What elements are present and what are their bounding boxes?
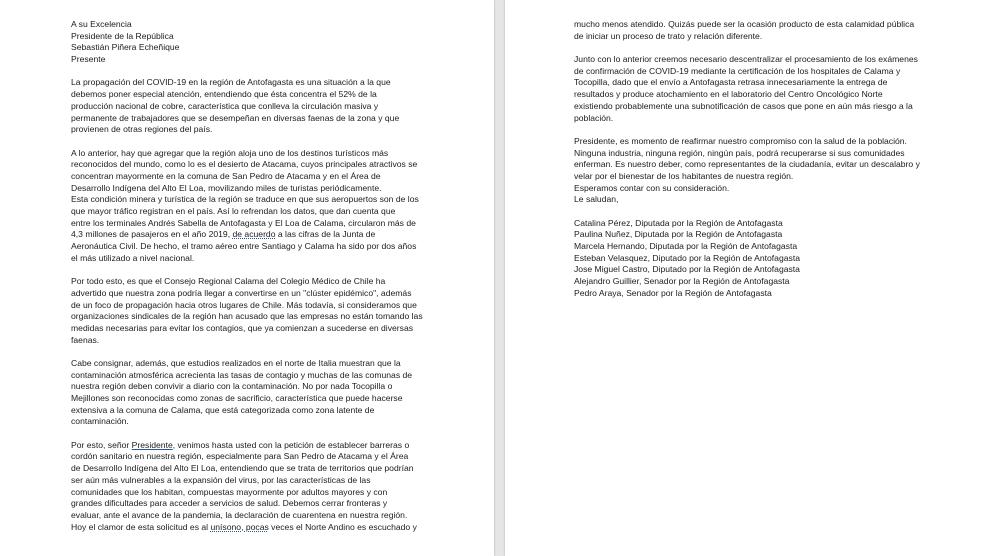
text-line: Aeronáutica Civil. De hecho, el tramo aéreo entre Santiago y Calama ha sido por dos años [71, 241, 417, 252]
text-line: de Desarrollo Indígena del Alto El Loa, entendiendo que se trata de territorios que podrían [71, 463, 414, 474]
text-line-with-grammar-mark: 4,3 millones de pasajeros en el año 2019, de acuerdo a las cifras de la Junta de [71, 229, 376, 240]
proofing-mark: unísono, pocas [210, 521, 269, 532]
text-line: Por todo esto, es que el Consejo Regional Calama del Colegio Médico de Chile ha [71, 276, 386, 287]
text-line: contaminación atmosférica acrecienta las tasas de contagio y muchas de las comunas de [71, 369, 413, 380]
signatory-line: Catalina Pérez, Diputada por la Región de Antofagasta [574, 217, 783, 228]
text-line: permanente de trabajadores que se desempeñan en diversas faenas de la zona y que [71, 112, 400, 123]
proofing-mark: de acuerdo [232, 229, 276, 240]
text-line: A lo anterior, hay que agregar que la región aloja uno de los destinos turísticos más [71, 147, 389, 158]
page-2-text-body[interactable] [574, 19, 940, 300]
text-line: Presidente, es momento de reafirmar nuestro compromiso con la salud de la población. [574, 135, 907, 146]
text-line: producción nacional de cobre, característica que conlleva la circulación masiva y [71, 100, 379, 111]
salutation-line: Sebastián Piñera Echeñique [71, 42, 180, 53]
text-line: Cabe consignar, además, que estudios realizados en el norte de Italia muestran que la [71, 357, 401, 368]
text-line: contaminación. [71, 416, 129, 427]
salutation-line: Presidente de la República [71, 30, 174, 41]
salutation-line: Presente [71, 54, 106, 65]
text-line: faenas. [71, 334, 100, 345]
text-line: concentran mayormente en la comuna de San Pedro de Atacama y en el Área de [71, 170, 381, 181]
signatory-line: Esteban Velasquez, Diputado por la Región de Antofagasta [574, 252, 800, 263]
text-line: Junto con lo anterior creemos necesario descentralizar el procesamiento de los exámenes [574, 54, 918, 65]
text-line: de confirmación de COVID-19 mediante la certificación de los hospitales de Calama y [574, 65, 901, 76]
salutation-line: A su Excelencia [71, 19, 132, 29]
signatory-line: Marcela Hernando, Diputada por la Región de Antofagasta [574, 241, 798, 252]
paragraph-continuation [574, 19, 940, 42]
salutation-block [71, 19, 433, 66]
text-line: que mayor tráfico registran en el país. Así lo refrendan los datos, que dan cuenta que [71, 206, 396, 216]
text-line: entre los terminales Andrés Sabella de Antofagasta y El Loa de Calama, circularon más de [71, 217, 416, 228]
paragraph-contamination [71, 358, 433, 428]
signatory-line: Alejandro Guillier, Senador por la Región de Antofagasta [574, 276, 790, 287]
text-line: de un foco de propagación hacia otros lugares de Chile. Más todavía, si consideramos que [71, 299, 417, 310]
text-line: nuestra región deben convivir a diario con la contaminación. No por nada Tocopilla o [71, 381, 393, 392]
page-1-text-body[interactable] [71, 19, 433, 533]
text-line: organizaciones sindicales de la región han acusado que las empresas no están tomando las [71, 311, 423, 322]
text-line: velar por el bienestar de los habitantes de nuestra región. [574, 170, 794, 181]
text-line: ser aún más vulnerables a la expansión del virus, por las características de las [71, 474, 371, 485]
text-line: mucho menos atendido. Quizás puede ser la ocasión producto de esta calamidad pública [574, 19, 915, 29]
text-line-with-grammar-mark: Por esto, señor Presidente, venimos hasta usted con la petición de establecer barreras o [71, 439, 410, 450]
text-line: Esta condición minera y turística de la región se traduce en que sus aeropuertos son de los [71, 194, 419, 205]
text-line: Ninguna industria, ninguna región, ningún país, podrá recuperarse si sus comunidades [574, 147, 905, 158]
paragraph-covid-antofagasta [71, 77, 433, 135]
text-line: extensiva a la comuna de Calama, que está categorizada como zona latente de [71, 404, 375, 415]
text-line: evaluar, ante el avance de la pandemia, la declaración de cuarentena en nuestra región. [71, 509, 408, 520]
text-line: de iniciar un proceso de trato y relación diferente. [574, 30, 763, 41]
text-line: Mejillones son reconocidas como zonas de sacrificio, característica que puede hacerse [71, 393, 403, 403]
signatory-line: Paulina Nuñez, Diputada por la Región de Antofagasta [574, 229, 783, 240]
text-line-with-grammar-mark: Hoy el clamor de esta solicitud es al unísono, pocas veces el Norte Andino es escuchado y [71, 521, 417, 532]
paragraph-petition [71, 440, 433, 534]
text-line: población. [574, 112, 614, 123]
paragraph-tourism [71, 148, 433, 265]
text-line: debemos poner especial atención, entendiendo que ésta concentra el 52% de la [71, 89, 377, 100]
signatories-list [574, 218, 940, 300]
text-line: Esperamos contar con su consideración. [574, 182, 730, 193]
text-line: resultados y produce atochamiento en el laboratorio del Centro Oncológico Norte [574, 89, 883, 100]
text-line: comunidades que los habitan, compuestas mayormente por adultos mayores y con [71, 486, 388, 497]
proofing-mark: Presidente [131, 439, 173, 450]
signatory-line: Jose Miguel Castro, Diputado por la Región de Antofagasta [574, 264, 800, 275]
text-line: provienen de otras regiones del país. [71, 124, 213, 135]
paragraph-testing [574, 54, 940, 124]
text-line: enferman. Es nuestro deber, como representantes de la ciudadanía, evitar un descalabro y [574, 159, 920, 170]
text-line: Le saludan, [574, 194, 619, 205]
document-page-1[interactable] [0, 0, 494, 556]
text-line: medidas necesarias para evitar los contagios, que ya comienzan a sucederse en diversas [71, 322, 414, 333]
text-line: advertido que nuestra zona podría llegar a convertirse en un "clúster epidémico", además [71, 287, 412, 298]
text-line: cordón sanitario en nuestra región, especialmente para San Pedro de Atacama y el Área [71, 451, 409, 462]
paragraph-colegio-medico [71, 276, 433, 346]
text-line: La propagación del COVID-19 en la región de Antofagasta es una situación a la que [71, 77, 391, 88]
text-line: Desarrollo Indígena del Alto El Loa, movilizando miles de turistas periódicamente. [71, 182, 382, 193]
text-line: grandes dificultades para acceder a servicios de salud. Debemos cerrar fronteras y [71, 498, 388, 509]
text-line: Tocopilla, dado que el envío a Antofagasta retrasa innecesariamente la entrega de [574, 77, 888, 88]
document-page-2[interactable] [505, 0, 991, 556]
text-line: existiendo probablemente una subnotificación de casos que pone en aún más riesgo a la [574, 100, 913, 111]
paragraph-closing [574, 136, 940, 206]
signatory-line: Pedro Araya, Senador por la Región de Antofagasta [574, 287, 772, 298]
text-line: reconocidos del mundo, como lo es el desierto de Atacama, cuyos principales atractivos se [71, 159, 418, 170]
text-line: el más utilizado a nivel nacional. [71, 252, 195, 263]
